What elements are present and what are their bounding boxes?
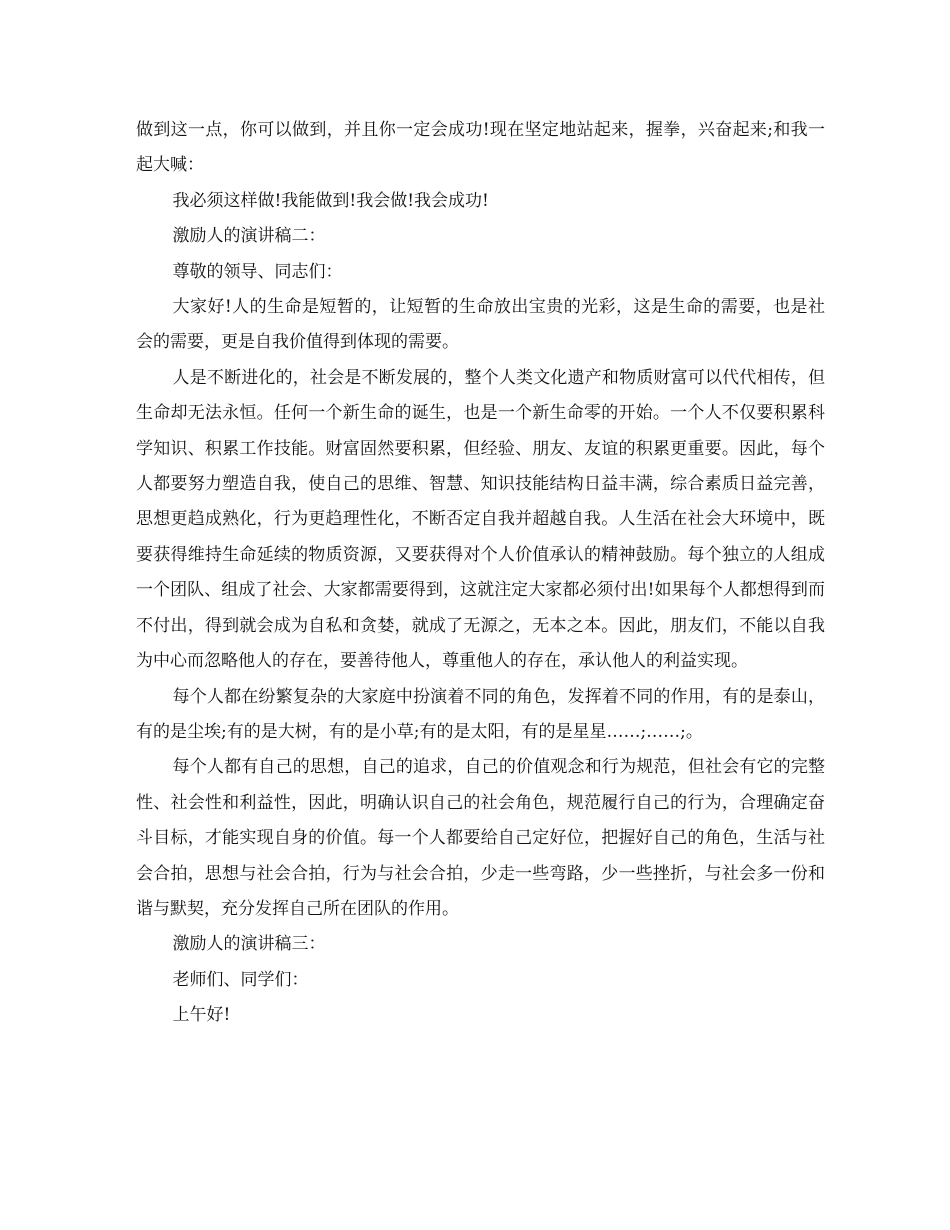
paragraph-greeting: 大家好!人的生命是短暂的，让短暂的生命放出宝贵的光彩，这是生命的需要，也是社会的需要，更是自我价值得到体现的需要。 — [136, 297, 825, 353]
salutation-teachers: 老师们、同学们： — [172, 969, 309, 990]
salutation-leaders: 尊敬的领导、同志们： — [172, 261, 343, 282]
greeting-morning: 上午好! — [172, 1005, 231, 1026]
paragraph-roles: 每个人都在纷繁复杂的大家庭中扮演着不同的角色，发挥着不同的作用，有的是泰山，有的是尘埃;有的是大树，有的是小草;有的是太阳，有的是星星……;……;。 — [136, 686, 825, 742]
paragraph-evolution: 人是不断进化的，社会是不断发展的，整个人类文化遗产和物质财富可以代代相传，但生命却无法永恒。任何一个新生命的诞生，也是一个新生命零的开始。一个人不仅要积累科学知识、积累工作技能。财富固然要积累，但经验、朋友、友谊的积累更重要。因此，每个人都要努力塑造自我，使自己的思维、智慧、知识技能结构日益丰满，综合素质日益完善，思想更趋成熟化，行为更趋理性化，不断否定自我并超越自我。人生活在社会大环境中，既要获得维持生命延续的物质资源，又要获得对个人价值承认的精神鼓励。每个独立的人组成一个团队、组成了社会、大家都需要得到，这就注定大家都必须付出!如果每个人都想得到而不付出，得到就会成为自私和贪婪，就成了无源之，无本之本。因此，朋友们，不能以自我为中心而忽略他人的存在，要善待他人，尊重他人的存在，承认他人的利益实现。 — [136, 367, 825, 672]
speech-heading-two: 激励人的演讲稿二： — [172, 226, 326, 247]
paragraph-exclamation: 我必须这样做!我能做到!我会做!我会成功! — [172, 190, 489, 211]
paragraph-continuation: 做到这一点，你可以做到，并且你一定会成功!现在坚定地站起来，握拳，兴奋起来;和我一起大喊： — [136, 120, 825, 176]
speech-heading-three: 激励人的演讲稿三： — [172, 934, 326, 955]
paragraph-values: 每个人都有自己的思想，自己的追求，自己的价值观念和行为规范，但社会有它的完整性、社会性和利益性，因此，明确认识自己的社会角色，规范履行自己的行为，合理确定奋斗目标，才能实现自身的价值。每一个人都要给自己定好位，把握好自己的角色，生活与社会合拍，思想与社会合拍，行为与社会合拍，少走一些弯路，少一些挫折，与社会多一份和谐与默契，充分发挥自己所在团队的作用。 — [136, 757, 825, 919]
